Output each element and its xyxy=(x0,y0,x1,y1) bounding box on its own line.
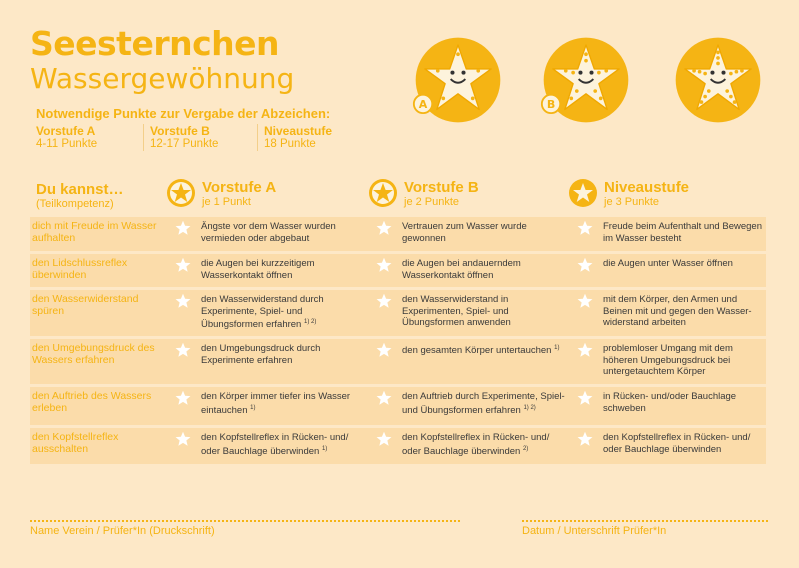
cell-vorstufe-a xyxy=(201,432,361,457)
column-header-vorstufe-a xyxy=(166,178,276,208)
star-checkbox-icon[interactable] xyxy=(577,293,593,309)
cell-text: die Augen bei kurzzeitigem Wasserkontakt öffnen xyxy=(201,258,315,281)
cell-vorstufe-a xyxy=(201,294,361,331)
cell-text: den Umgebungsdruck durch Experimente erfahren xyxy=(201,343,321,366)
badge-niveau xyxy=(672,34,764,126)
column-name: Niveaustufe xyxy=(604,178,690,196)
star-checkbox-icon[interactable] xyxy=(175,342,191,358)
star-badge-icon xyxy=(166,178,196,208)
starfish-badge-icon xyxy=(412,34,504,126)
svg-text:B: B xyxy=(546,98,556,112)
table-row xyxy=(30,428,766,464)
signature-label: Datum / Unterschrift Prüfer*In xyxy=(522,525,667,537)
badge-b xyxy=(540,34,632,126)
column-header-vorstufe-b xyxy=(368,178,479,208)
cell-vorstufe-b xyxy=(402,258,562,281)
column-header-niveaustufe xyxy=(568,178,689,208)
footnote-ref: 1) 2) xyxy=(523,404,536,411)
cell-niveaustufe xyxy=(603,391,763,414)
star-checkbox-icon[interactable] xyxy=(376,293,392,309)
star-checkbox-icon[interactable] xyxy=(577,390,593,406)
star-checkbox-icon[interactable] xyxy=(175,257,191,273)
cell-text: den Kopfstellreflex in Rücken- und/ oder Bauchlage überwinden xyxy=(201,432,349,457)
cell-text: den gesamten Körper untertauchen xyxy=(402,345,552,357)
cell-text: den Körper immer tiefer ins Wasser eintauchen xyxy=(201,391,351,416)
cell-vorstufe-a xyxy=(201,258,361,281)
cell-vorstufe-b xyxy=(402,221,562,244)
page-subtitle: Wassergewöhnung xyxy=(30,62,295,95)
svg-text:A: A xyxy=(418,98,428,112)
requirement-vorstufe-a xyxy=(36,124,144,151)
level-name: Vorstufe B xyxy=(150,124,210,138)
row-label: den Wasserwiderstand spüren xyxy=(32,293,139,317)
star-checkbox-icon[interactable] xyxy=(175,293,191,309)
cell-vorstufe-b xyxy=(402,294,562,329)
requirements-levels xyxy=(36,124,378,151)
star-checkbox-icon[interactable] xyxy=(577,220,593,236)
cell-vorstufe-a xyxy=(201,343,361,366)
cell-text: Freude beim Aufenthalt und Bewegen im Wasser besteht xyxy=(603,221,762,244)
star-checkbox-icon[interactable] xyxy=(175,220,191,236)
cell-text: mit dem Körper, den Armen und Beinen mit und gegen den Wasser-widerstand arbeiten xyxy=(603,294,752,328)
cell-niveaustufe xyxy=(603,221,763,244)
cell-text: den Auftrieb durch Experimente, Spiel- und Übungsformen erfahren xyxy=(402,391,565,416)
footnote-ref: 1) xyxy=(250,404,256,411)
cell-text: Ängste vor dem Wasser wurden vermieden oder abgebaut xyxy=(201,221,336,244)
level-name: Niveaustufe xyxy=(264,124,333,138)
column-points: je 1 Punkt xyxy=(202,195,251,208)
column-name: Vorstufe A xyxy=(202,178,277,196)
footnote-ref: 2) xyxy=(522,445,529,452)
cell-niveaustufe xyxy=(603,343,763,378)
cell-vorstufe-a xyxy=(201,221,361,244)
requirements-heading: Notwendige Punkte zur Vergabe der Abzeichen: xyxy=(36,106,331,121)
competency-title: Du kannst… xyxy=(36,181,124,198)
signature-field-club-examiner[interactable] xyxy=(30,520,460,537)
cell-niveaustufe xyxy=(603,258,763,270)
cell-vorstufe-b xyxy=(402,432,562,457)
row-label: den Auftrieb des Wassers erleben xyxy=(32,390,152,414)
star-checkbox-icon[interactable] xyxy=(577,257,593,273)
cell-niveaustufe xyxy=(603,432,763,455)
star-checkbox-icon[interactable] xyxy=(577,342,593,358)
star-checkbox-icon[interactable] xyxy=(175,431,191,447)
row-label: dich mit Freude im Wasser aufhalten xyxy=(32,220,157,244)
cell-vorstufe-b xyxy=(402,343,572,357)
cell-text: die Augen unter Wasser öffnen xyxy=(603,258,733,269)
level-range: 4-11 Punkte xyxy=(36,138,98,150)
requirement-niveaustufe xyxy=(264,124,372,151)
cell-text: den Wasserwiderstand in Experimenten, Spiel- und Übungsformen anwenden xyxy=(402,294,511,328)
cell-text: in Rücken- und/oder Bauchlage schweben xyxy=(603,391,737,414)
footnote-ref: 1) xyxy=(554,345,560,351)
cell-vorstufe-b xyxy=(402,391,572,416)
competency-column-header xyxy=(36,181,124,210)
star-checkbox-icon[interactable] xyxy=(376,257,392,273)
star-checkbox-icon[interactable] xyxy=(577,431,593,447)
cell-text: Vertrauen zum Wasser wurde gewonnen xyxy=(402,221,527,244)
row-label: den Lidschlussreflex überwinden xyxy=(32,257,128,281)
level-range: 18 Punkte xyxy=(264,138,316,150)
cell-text: den Wasserwiderstand durch Experimente, Spiel- und Übungsformen erfahren xyxy=(201,294,324,331)
column-name: Vorstufe B xyxy=(404,178,479,196)
row-label: den Umgebungsdruck des Wassers erfahren xyxy=(32,342,155,366)
column-points: je 2 Punkte xyxy=(404,195,460,208)
column-points: je 3 Punkte xyxy=(604,195,660,208)
cell-text: den Kopfstellreflex in Rücken- und/ oder Bauchlage überwinden xyxy=(603,432,751,455)
star-badge-icon xyxy=(568,178,598,208)
table-row xyxy=(30,254,766,287)
starfish-badge-icon xyxy=(540,34,632,126)
signature-field-date[interactable] xyxy=(522,520,768,537)
cell-text: problemloser Umgang mit dem höheren Umgebungsdruck bei untergetauchtem Körper xyxy=(603,343,733,377)
requirement-vorstufe-b xyxy=(150,124,258,151)
footnote-ref: 1) xyxy=(321,445,328,452)
cell-text: die Augen bei andauerndem Wasserkontakt öffnen xyxy=(402,258,521,281)
cell-text: den Kopfstellreflex in Rücken- und/ oder Bauchlage überwinden xyxy=(402,432,550,457)
table-row xyxy=(30,217,766,251)
row-label: den Kopfstellreflex ausschalten xyxy=(32,431,119,455)
starfish-badge-icon xyxy=(672,34,764,126)
page-title: Seesternchen xyxy=(30,24,280,63)
table-row xyxy=(30,387,766,425)
star-checkbox-icon[interactable] xyxy=(376,342,392,358)
competency-table xyxy=(30,217,766,467)
star-checkbox-icon[interactable] xyxy=(175,390,191,406)
table-row xyxy=(30,290,766,336)
footnote-ref: 1) 2) xyxy=(303,319,317,325)
signature-label: Name Verein / Prüfer*In (Druckschrift) xyxy=(30,525,215,537)
table-row xyxy=(30,339,766,384)
level-name: Vorstufe A xyxy=(36,124,96,138)
competency-subtitle: (Teilkompetenz) xyxy=(36,198,114,210)
star-badge-icon xyxy=(368,178,398,208)
cell-vorstufe-a xyxy=(201,391,361,416)
cell-niveaustufe xyxy=(603,294,763,329)
star-checkbox-icon[interactable] xyxy=(376,390,392,406)
star-checkbox-icon[interactable] xyxy=(376,220,392,236)
badge-a xyxy=(412,34,504,126)
level-range: 12-17 Punkte xyxy=(150,138,219,150)
star-checkbox-icon[interactable] xyxy=(376,431,392,447)
